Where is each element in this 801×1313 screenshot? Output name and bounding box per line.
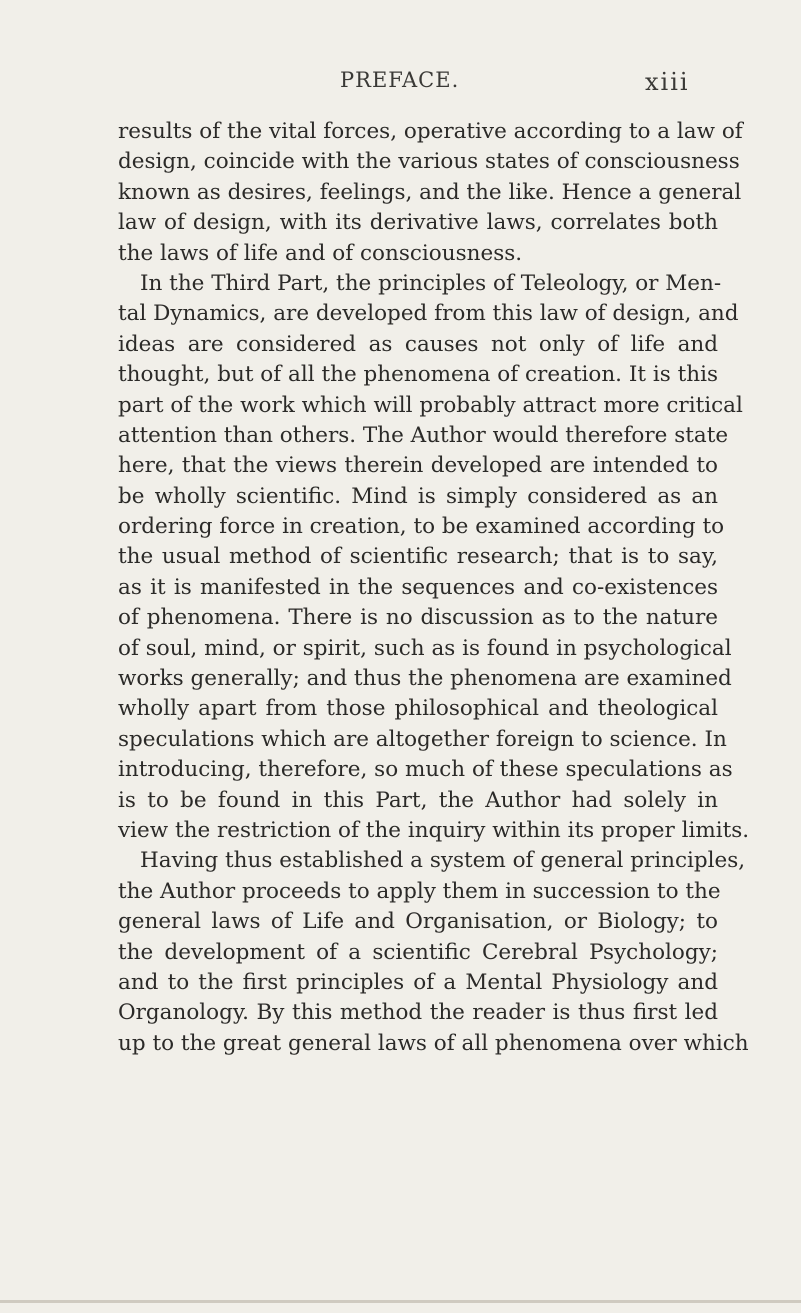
- text-line: introducing, therefore, so much of these speculations as: [118, 757, 733, 783]
- page-number: xiii: [645, 68, 690, 96]
- page-bottom-edge: [0, 1300, 801, 1303]
- text-line: known as desires, feelings, and the like. Hence a general: [118, 179, 742, 205]
- paragraph-start-line: In the Third Part, the principles of Teleology, or Men-: [140, 270, 722, 296]
- text-line: up to the great general laws of all phenomena over which: [118, 1030, 749, 1056]
- text-line: wholly apart from those philosophical and theological: [118, 696, 718, 722]
- text-line: be wholly scientific. Mind is simply considered as an: [118, 483, 718, 509]
- text-line: speculations which are altogether foreign to science. In: [118, 726, 727, 752]
- text-line: is to be found in this Part, the Author had solely in: [118, 787, 718, 813]
- text-line: law of design, with its derivative laws, correlates both: [118, 210, 718, 236]
- text-line: results of the vital forces, operative according to a law of: [118, 119, 743, 144]
- text-line: the Author proceeds to apply them in succession to the: [118, 878, 721, 904]
- text-line: design, coincide with the various states of consciousness: [118, 149, 740, 175]
- text-line: Organology. By this method the reader is thus first led: [118, 1000, 718, 1026]
- text-line: ideas are considered as causes not only of life and: [118, 331, 718, 357]
- text-line: thought, but of all the phenomena of creation. It is this: [118, 362, 718, 388]
- text-line: view the restriction of the inquiry within its proper limits.: [118, 817, 750, 843]
- text-line: ordering force in creation, to be examined according to: [118, 514, 725, 540]
- text-line: works generally; and thus the phenomena are examined: [118, 666, 732, 692]
- text-line: as it is manifested in the sequences and co-existences: [118, 574, 718, 600]
- text-line: and to the first principles of a Mental Physiology and: [118, 969, 718, 995]
- text-line: of phenomena. There is no discussion as to the nature: [118, 605, 718, 631]
- text-line: the development of a scientific Cerebral Psychology;: [118, 939, 718, 965]
- text-line: the usual method of scientific research; that is to say,: [118, 544, 718, 570]
- text-line: of soul, mind, or spirit, such as is found in psychological: [118, 635, 732, 661]
- text-line: general laws of Life and Organisation, or Biology; to: [118, 909, 718, 935]
- text-line: attention than others. The Author would therefore state: [118, 422, 729, 448]
- paragraph-start-line: Having thus established a system of general principles,: [140, 848, 746, 874]
- text-line: tal Dynamics, are developed from this law of design, and: [118, 301, 739, 327]
- running-header: [0, 68, 801, 98]
- body-text: [118, 117, 750, 1059]
- text-line: the laws of life and of consciousness.: [118, 240, 523, 266]
- text-line: part of the work which will probably attract more critical: [118, 392, 743, 418]
- running-title: PREFACE.: [340, 68, 460, 92]
- text-line: here, that the views therein developed are intended to: [118, 453, 718, 479]
